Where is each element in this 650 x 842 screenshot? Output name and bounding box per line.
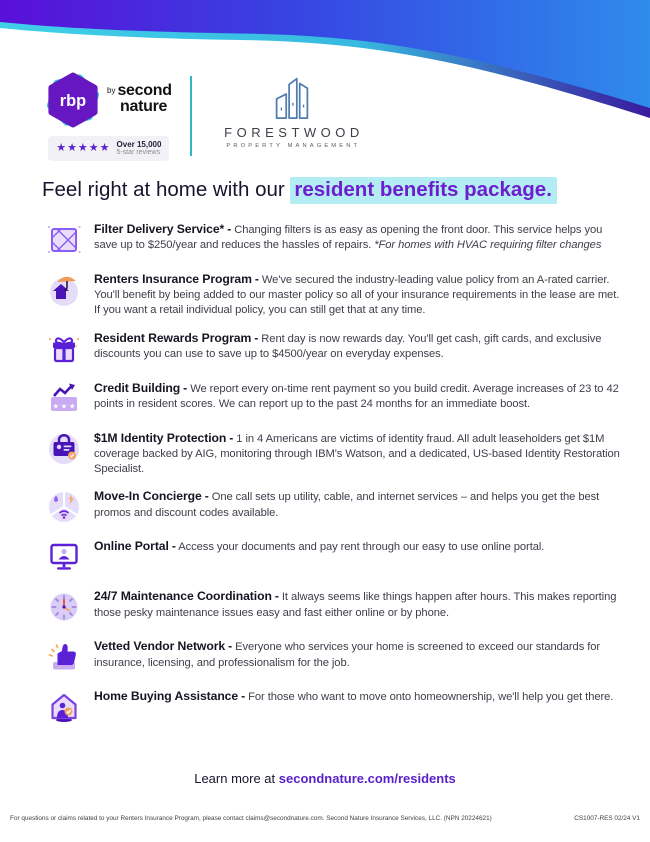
title-prefix: Feel right at home with our <box>42 178 291 201</box>
by-label: by <box>107 85 116 95</box>
partner-logo-block <box>220 70 364 149</box>
list-item-home-buying <box>44 687 624 727</box>
clock-icon <box>44 587 84 627</box>
list-item-filter-delivery <box>44 220 624 260</box>
reviews-caption: 5-star reviews <box>116 149 161 157</box>
rbp-hexagon-logo-icon <box>46 72 100 128</box>
list-item-online-portal <box>44 537 624 577</box>
benefit-text: Renters Insurance Program - We've secured the industry-leading value policy from an A-rated carrier. You'll benefit by being added to our master policy so all of your insurance requirements in the lease are met. If you want a retail individual policy, you can still get that at any time. <box>94 272 620 317</box>
title-highlight: resident benefits package. <box>290 177 556 204</box>
reviews-count: Over 15,000 <box>116 140 162 149</box>
learn-more-line <box>0 771 650 786</box>
list-item-vetted-vendors <box>44 637 624 677</box>
fine-print-row <box>10 815 640 822</box>
rbp-badge-text: rbp <box>59 91 87 110</box>
benefit-text: Home Buying Assistance - For those who want to move onto homeownership, we'll help you get there. <box>94 689 614 704</box>
utilities-wheel-icon <box>44 487 84 527</box>
logo-divider <box>190 76 192 156</box>
gift-box-icon <box>44 329 84 369</box>
second-nature-wordmark <box>107 81 172 117</box>
id-card-lock-icon <box>44 429 84 469</box>
benefit-text: Resident Rewards Program - Rent day is now rewards day. You'll get cash, gift cards, and exclusive discounts you can use to save up to $4500/year on everyday expenses. <box>94 330 602 360</box>
benefit-text: $1M Identity Protection - 1 in 4 Americans are victims of identity fraud. All adult leaseholders get $1M coverage backed by AIG, monitoring through IBM's Watson, and a dedicated, US-based Identity Restoration Specialist. <box>94 430 620 476</box>
thumbs-up-icon <box>44 637 84 677</box>
svg-text:★ ★ ★: ★ ★ ★ <box>52 403 76 411</box>
list-item-renters-insurance <box>44 270 624 319</box>
list-item-identity-protection <box>44 429 624 478</box>
main-content <box>0 172 650 737</box>
list-item-credit-building <box>44 379 624 419</box>
credit-chart-icon <box>44 379 84 419</box>
rbp-logo-block <box>46 72 172 161</box>
brand-word-second: second <box>117 81 172 99</box>
benefit-text: Online Portal - Access your documents and pay rent through our easy to use online portal. <box>94 539 545 554</box>
benefit-text: Vetted Vendor Network - Everyone who services your home is screened to exceed our standards for insurance, licensing, and professionalism for the job. <box>94 639 601 669</box>
list-item-maintenance-coordination <box>44 587 624 627</box>
list-item-move-in-concierge <box>44 487 624 527</box>
residents-link[interactable]: secondnature.com/residents <box>278 771 456 786</box>
online-portal-monitor-icon <box>44 537 84 577</box>
partner-name: FORESTWOOD <box>224 125 364 140</box>
document-code: CS1007-RES 02/24 V1 <box>574 815 640 822</box>
benefit-text: Filter Delivery Service* - Changing filters is as easy as opening the front door. This service helps you save up to $250/year and reduces the hassles of repairs. *For homes with HVAC requiring filter changes <box>94 222 603 252</box>
benefit-text: Move-In Concierge - One call sets up utility, cable, and internet services – and helps you get the best promos and discount codes available. <box>94 489 600 519</box>
partner-subtitle: PROPERTY MANAGEMENT <box>226 143 361 149</box>
brand-word-nature: nature <box>120 98 168 116</box>
reviews-badge <box>48 136 169 161</box>
logo-row <box>46 72 364 161</box>
benefits-list <box>0 202 650 727</box>
five-stars-icon: ★★★★★ <box>56 142 111 155</box>
page-title <box>0 172 650 202</box>
list-item-resident-rewards <box>44 329 624 369</box>
air-filter-icon <box>44 220 84 260</box>
benefit-text: 24/7 Maintenance Coordination - It always seems like things happen after hours. This makes reporting those pesky maintenance issues easy and fast either online or by phone. <box>94 589 617 619</box>
learn-more-prefix: Learn more at <box>194 771 279 786</box>
home-buyer-icon <box>44 687 84 727</box>
buildings-icon <box>263 70 321 122</box>
insurance-disclaimer: For questions or claims related to your Renters Insurance Program, please contact claims@secondnature.com. Second Nature Insurance Services, LLC. (NPN 20224621) <box>10 815 492 822</box>
umbrella-house-icon <box>44 270 84 310</box>
benefit-text: Credit Building - We report every on-time rent payment so you build credit. Average increases of 23 to 42 points in resident scores. We can report up to the past 24 months for an immediate boost. <box>94 380 619 410</box>
